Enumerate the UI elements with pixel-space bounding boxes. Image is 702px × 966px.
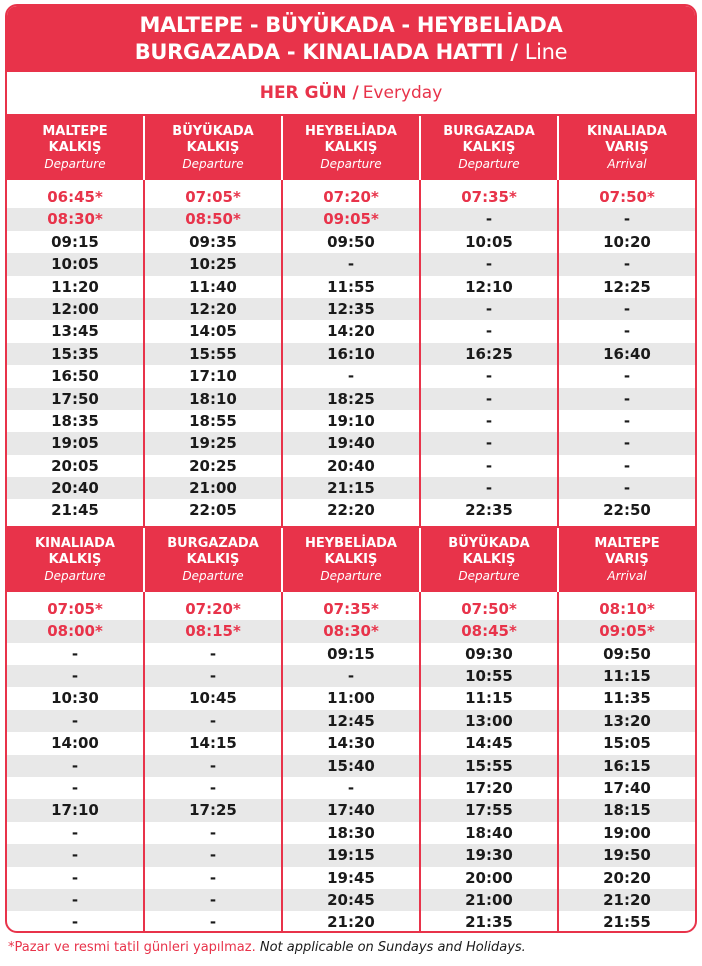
time-cell: -	[623, 411, 631, 430]
time-cell: -	[421, 298, 557, 320]
time-cell: -	[209, 913, 217, 932]
time-cell: 18:10	[145, 388, 281, 410]
time-cell: 12:00	[7, 298, 143, 320]
time-cell: 15:55	[145, 343, 281, 365]
outbound-header-col-1	[145, 116, 283, 180]
time-cell: -	[347, 778, 355, 797]
time-cell: -	[209, 644, 217, 663]
time-cell: 09:50	[603, 644, 651, 663]
header-n2: KALKIŞ	[324, 140, 378, 155]
header-sub: Departure	[182, 157, 244, 171]
footnote-tr: *Pazar ve resmi tatil günleri yapılmaz.	[8, 940, 256, 955]
time-cell: 19:15	[283, 844, 419, 866]
time-cell: 07:20*	[323, 188, 379, 206]
time-cell: 19:30	[421, 844, 557, 866]
header-n2: KALKIŞ	[186, 140, 240, 155]
header-n2: KALKIŞ	[48, 551, 102, 567]
time-cell: 17:40	[603, 778, 651, 797]
header-n2: VARIŞ	[605, 140, 649, 155]
time-cell: 19:10	[327, 411, 375, 430]
header-sub: Departure	[182, 568, 244, 583]
time-cell: 08:15*	[145, 620, 281, 642]
schedule-days	[7, 72, 695, 116]
time-cell: 06:45*	[47, 188, 103, 206]
time-cell: 09:05*	[283, 208, 419, 230]
time-cell: 16:10	[283, 343, 419, 365]
time-cell: 08:10*	[599, 599, 655, 618]
time-cell: 16:50	[51, 367, 99, 386]
time-cell: -	[421, 432, 557, 454]
time-cell: -	[283, 253, 419, 275]
time-cell: 20:40	[327, 456, 375, 475]
title-line-2-en: Line	[524, 40, 568, 64]
time-cell: 17:20	[465, 778, 513, 797]
time-cell: 11:15	[465, 689, 513, 708]
schedule-days-en: Everyday	[362, 83, 443, 103]
title-line-1: MALTEPE - BÜYÜKADA - HEYBELİADA	[139, 13, 563, 37]
time-cell: -	[559, 432, 695, 454]
time-cell: -	[209, 778, 217, 797]
time-cell: 11:40	[189, 277, 237, 296]
inbound-column-2	[283, 592, 421, 933]
time-cell: 09:15	[51, 232, 99, 251]
time-cell: 11:00	[327, 689, 375, 708]
time-cell: -	[347, 367, 355, 386]
time-cell: 12:25	[603, 277, 651, 296]
time-cell: 07:05*	[47, 599, 103, 618]
inbound-column-3	[421, 592, 559, 933]
title-line-2-tr: BURGAZADA - KINALIADA HATTI /	[134, 40, 518, 64]
inbound-header-col-2	[283, 528, 421, 592]
time-cell: -	[559, 298, 695, 320]
time-cell: 18:25	[283, 388, 419, 410]
header-n1: HEYBELİADA KALKIŞ	[305, 535, 397, 567]
time-cell: 19:25	[145, 432, 281, 454]
header-n2: VARIŞ	[605, 551, 649, 567]
time-cell: 10:20	[603, 232, 651, 251]
time-cell: 21:45	[51, 501, 99, 520]
time-cell: 12:20	[145, 298, 281, 320]
time-cell: 14:20	[327, 322, 375, 341]
time-cell: 08:50*	[145, 208, 281, 230]
time-cell: 20:00	[465, 868, 513, 887]
time-cell: 16:40	[559, 343, 695, 365]
time-cell: 10:45	[189, 689, 237, 708]
inbound-column-4	[559, 592, 695, 933]
time-cell: -	[7, 755, 143, 777]
time-cell: 17:25	[145, 799, 281, 821]
inbound-times	[7, 592, 695, 933]
header-n1: HEYBELİADA	[305, 124, 397, 139]
time-cell: 14:45	[465, 734, 513, 753]
footnote-en: Not applicable on Sundays and Holidays.	[259, 940, 526, 955]
header-sub: Departure	[458, 568, 520, 583]
header-sub: Departure	[44, 568, 106, 583]
header-n1: MALTEPE	[594, 535, 660, 551]
time-cell: 15:05	[603, 734, 651, 753]
outbound-header-col-2	[283, 116, 421, 180]
time-cell: -	[485, 367, 493, 386]
time-cell: 19:40	[283, 432, 419, 454]
time-cell: -	[559, 208, 695, 230]
time-cell: 07:50*	[461, 599, 517, 618]
time-cell: 08:30*	[283, 620, 419, 642]
time-cell: 18:55	[189, 411, 237, 430]
time-cell: 22:20	[327, 501, 375, 520]
time-cell: 16:25	[421, 343, 557, 365]
header-sub: Arrival	[607, 568, 647, 583]
header-sub: Arrival	[607, 157, 647, 171]
time-cell: 12:10	[465, 277, 513, 296]
time-cell: 17:50	[7, 388, 143, 410]
inbound-column-0	[7, 592, 145, 933]
time-cell: -	[559, 253, 695, 275]
header-sub: Departure	[320, 157, 382, 171]
time-cell: 13:00	[421, 710, 557, 732]
header-n2: KALKIŞ	[462, 140, 516, 155]
time-cell: -	[421, 208, 557, 230]
time-cell: 21:20	[327, 913, 375, 932]
time-cell: 16:15	[559, 755, 695, 777]
time-cell: 10:55	[421, 665, 557, 687]
time-cell: 11:20	[51, 277, 99, 296]
time-cell: 09:50	[327, 232, 375, 251]
time-cell: -	[209, 823, 217, 842]
time-cell: -	[145, 665, 281, 687]
time-cell: 22:35	[465, 501, 513, 520]
footnote	[8, 940, 526, 955]
time-cell: 08:00*	[7, 620, 143, 642]
time-cell: -	[145, 710, 281, 732]
time-cell: 10:25	[145, 253, 281, 275]
time-cell: 21:20	[559, 889, 695, 911]
header-sub: Departure	[320, 568, 382, 583]
time-cell: -	[71, 778, 79, 797]
outbound-header-col-4	[559, 116, 695, 180]
time-cell: 09:30	[465, 644, 513, 663]
time-cell: -	[559, 477, 695, 499]
time-cell: 20:25	[189, 456, 237, 475]
time-cell: -	[209, 868, 217, 887]
time-cell: 08:45*	[421, 620, 557, 642]
time-cell: 13:45	[51, 322, 99, 341]
header-n2: KALKIŞ	[462, 551, 516, 567]
time-cell: 14:00	[51, 734, 99, 753]
time-cell: 18:15	[559, 799, 695, 821]
inbound-column-1	[145, 592, 283, 933]
time-cell: 18:30	[327, 823, 375, 842]
time-cell: -	[623, 367, 631, 386]
inbound-header-col-3	[421, 528, 559, 592]
time-cell: 09:35	[189, 232, 237, 251]
time-cell: 21:00	[421, 889, 557, 911]
time-cell: -	[71, 823, 79, 842]
time-cell: 17:55	[421, 799, 557, 821]
header-n1: BURGAZADA KALKIŞ	[167, 535, 259, 567]
time-cell: 17:40	[283, 799, 419, 821]
header-n2: KALKIŞ	[48, 140, 102, 155]
time-cell: 07:05*	[185, 188, 241, 206]
title-line-2	[7, 39, 695, 66]
inbound-header-col-0	[7, 528, 145, 592]
time-cell: 21:55	[603, 913, 651, 932]
time-cell: 19:45	[327, 868, 375, 887]
time-cell: 22:50	[603, 501, 651, 520]
inbound-header-col-4	[559, 528, 695, 592]
outbound-header-col-0	[7, 116, 145, 180]
time-cell: 20:20	[603, 868, 651, 887]
inbound-header-row	[7, 528, 695, 592]
time-cell: 19:00	[603, 823, 651, 842]
time-cell: 19:05	[7, 432, 143, 454]
time-cell: 09:05*	[559, 620, 695, 642]
time-cell: 10:05	[7, 253, 143, 275]
header-n1: MALTEPE	[42, 124, 108, 139]
time-cell: 17:10	[7, 799, 143, 821]
outbound-column-3	[421, 180, 559, 526]
timetable-frame	[5, 4, 697, 933]
time-cell: -	[559, 388, 695, 410]
time-cell: -	[145, 889, 281, 911]
time-cell: 12:35	[283, 298, 419, 320]
header-n1: BÜYÜKADA	[448, 535, 530, 551]
time-cell: -	[145, 755, 281, 777]
time-cell: 07:35*	[323, 599, 379, 618]
outbound-times	[7, 180, 695, 528]
time-cell: 14:15	[189, 734, 237, 753]
time-cell: -	[623, 456, 631, 475]
schedule-days-tr: HER GÜN /	[259, 83, 359, 103]
time-cell: 15:40	[283, 755, 419, 777]
time-cell: 17:10	[189, 367, 237, 386]
time-cell: -	[7, 844, 143, 866]
time-cell: 10:30	[51, 689, 99, 708]
time-cell: 21:00	[145, 477, 281, 499]
time-cell: 21:35	[465, 913, 513, 932]
time-cell: -	[7, 710, 143, 732]
time-cell: 11:15	[559, 665, 695, 687]
time-cell: -	[7, 889, 143, 911]
time-cell: 15:35	[7, 343, 143, 365]
time-cell: -	[7, 665, 143, 687]
time-cell: -	[145, 844, 281, 866]
time-cell: -	[485, 456, 493, 475]
time-cell: 08:30*	[7, 208, 143, 230]
outbound-column-1	[145, 180, 283, 526]
time-cell: 09:15	[327, 644, 375, 663]
time-cell: 10:05	[465, 232, 513, 251]
time-cell: 13:20	[559, 710, 695, 732]
outbound-header-row	[7, 116, 695, 180]
time-cell: -	[71, 868, 79, 887]
time-cell: 11:55	[327, 277, 375, 296]
outbound-column-0	[7, 180, 145, 526]
time-cell: -	[71, 913, 79, 932]
time-cell: -	[421, 477, 557, 499]
time-cell: -	[485, 322, 493, 341]
header-sub: Departure	[458, 157, 520, 171]
time-cell: 21:15	[283, 477, 419, 499]
time-cell: 07:50*	[599, 188, 655, 206]
time-cell: 11:35	[603, 689, 651, 708]
time-cell: 07:20*	[185, 599, 241, 618]
header-sub: Departure	[44, 157, 106, 171]
time-cell: 20:45	[283, 889, 419, 911]
time-cell: -	[623, 322, 631, 341]
time-cell: 20:05	[51, 456, 99, 475]
outbound-header-col-3	[421, 116, 559, 180]
time-cell: 22:05	[189, 501, 237, 520]
header-n1: KINALIADA	[35, 535, 115, 551]
outbound-column-4	[559, 180, 695, 526]
inbound-header-col-1	[145, 528, 283, 592]
time-cell: -	[485, 411, 493, 430]
time-cell: -	[283, 665, 419, 687]
time-cell: 12:45	[283, 710, 419, 732]
time-cell: 07:35*	[461, 188, 517, 206]
time-cell: 20:40	[7, 477, 143, 499]
outbound-column-2	[283, 180, 421, 526]
time-cell: -	[71, 644, 79, 663]
header-n1: KINALIADA	[587, 124, 667, 139]
timetable-title	[7, 6, 695, 72]
time-cell: -	[421, 388, 557, 410]
time-cell: 18:40	[465, 823, 513, 842]
time-cell: 18:35	[51, 411, 99, 430]
time-cell: 14:30	[327, 734, 375, 753]
time-cell: 14:05	[189, 322, 237, 341]
time-cell: -	[421, 253, 557, 275]
header-n1: BURGAZADA	[443, 124, 535, 139]
time-cell: 15:55	[421, 755, 557, 777]
time-cell: 19:50	[559, 844, 695, 866]
header-n1: BÜYÜKADA	[172, 124, 254, 139]
